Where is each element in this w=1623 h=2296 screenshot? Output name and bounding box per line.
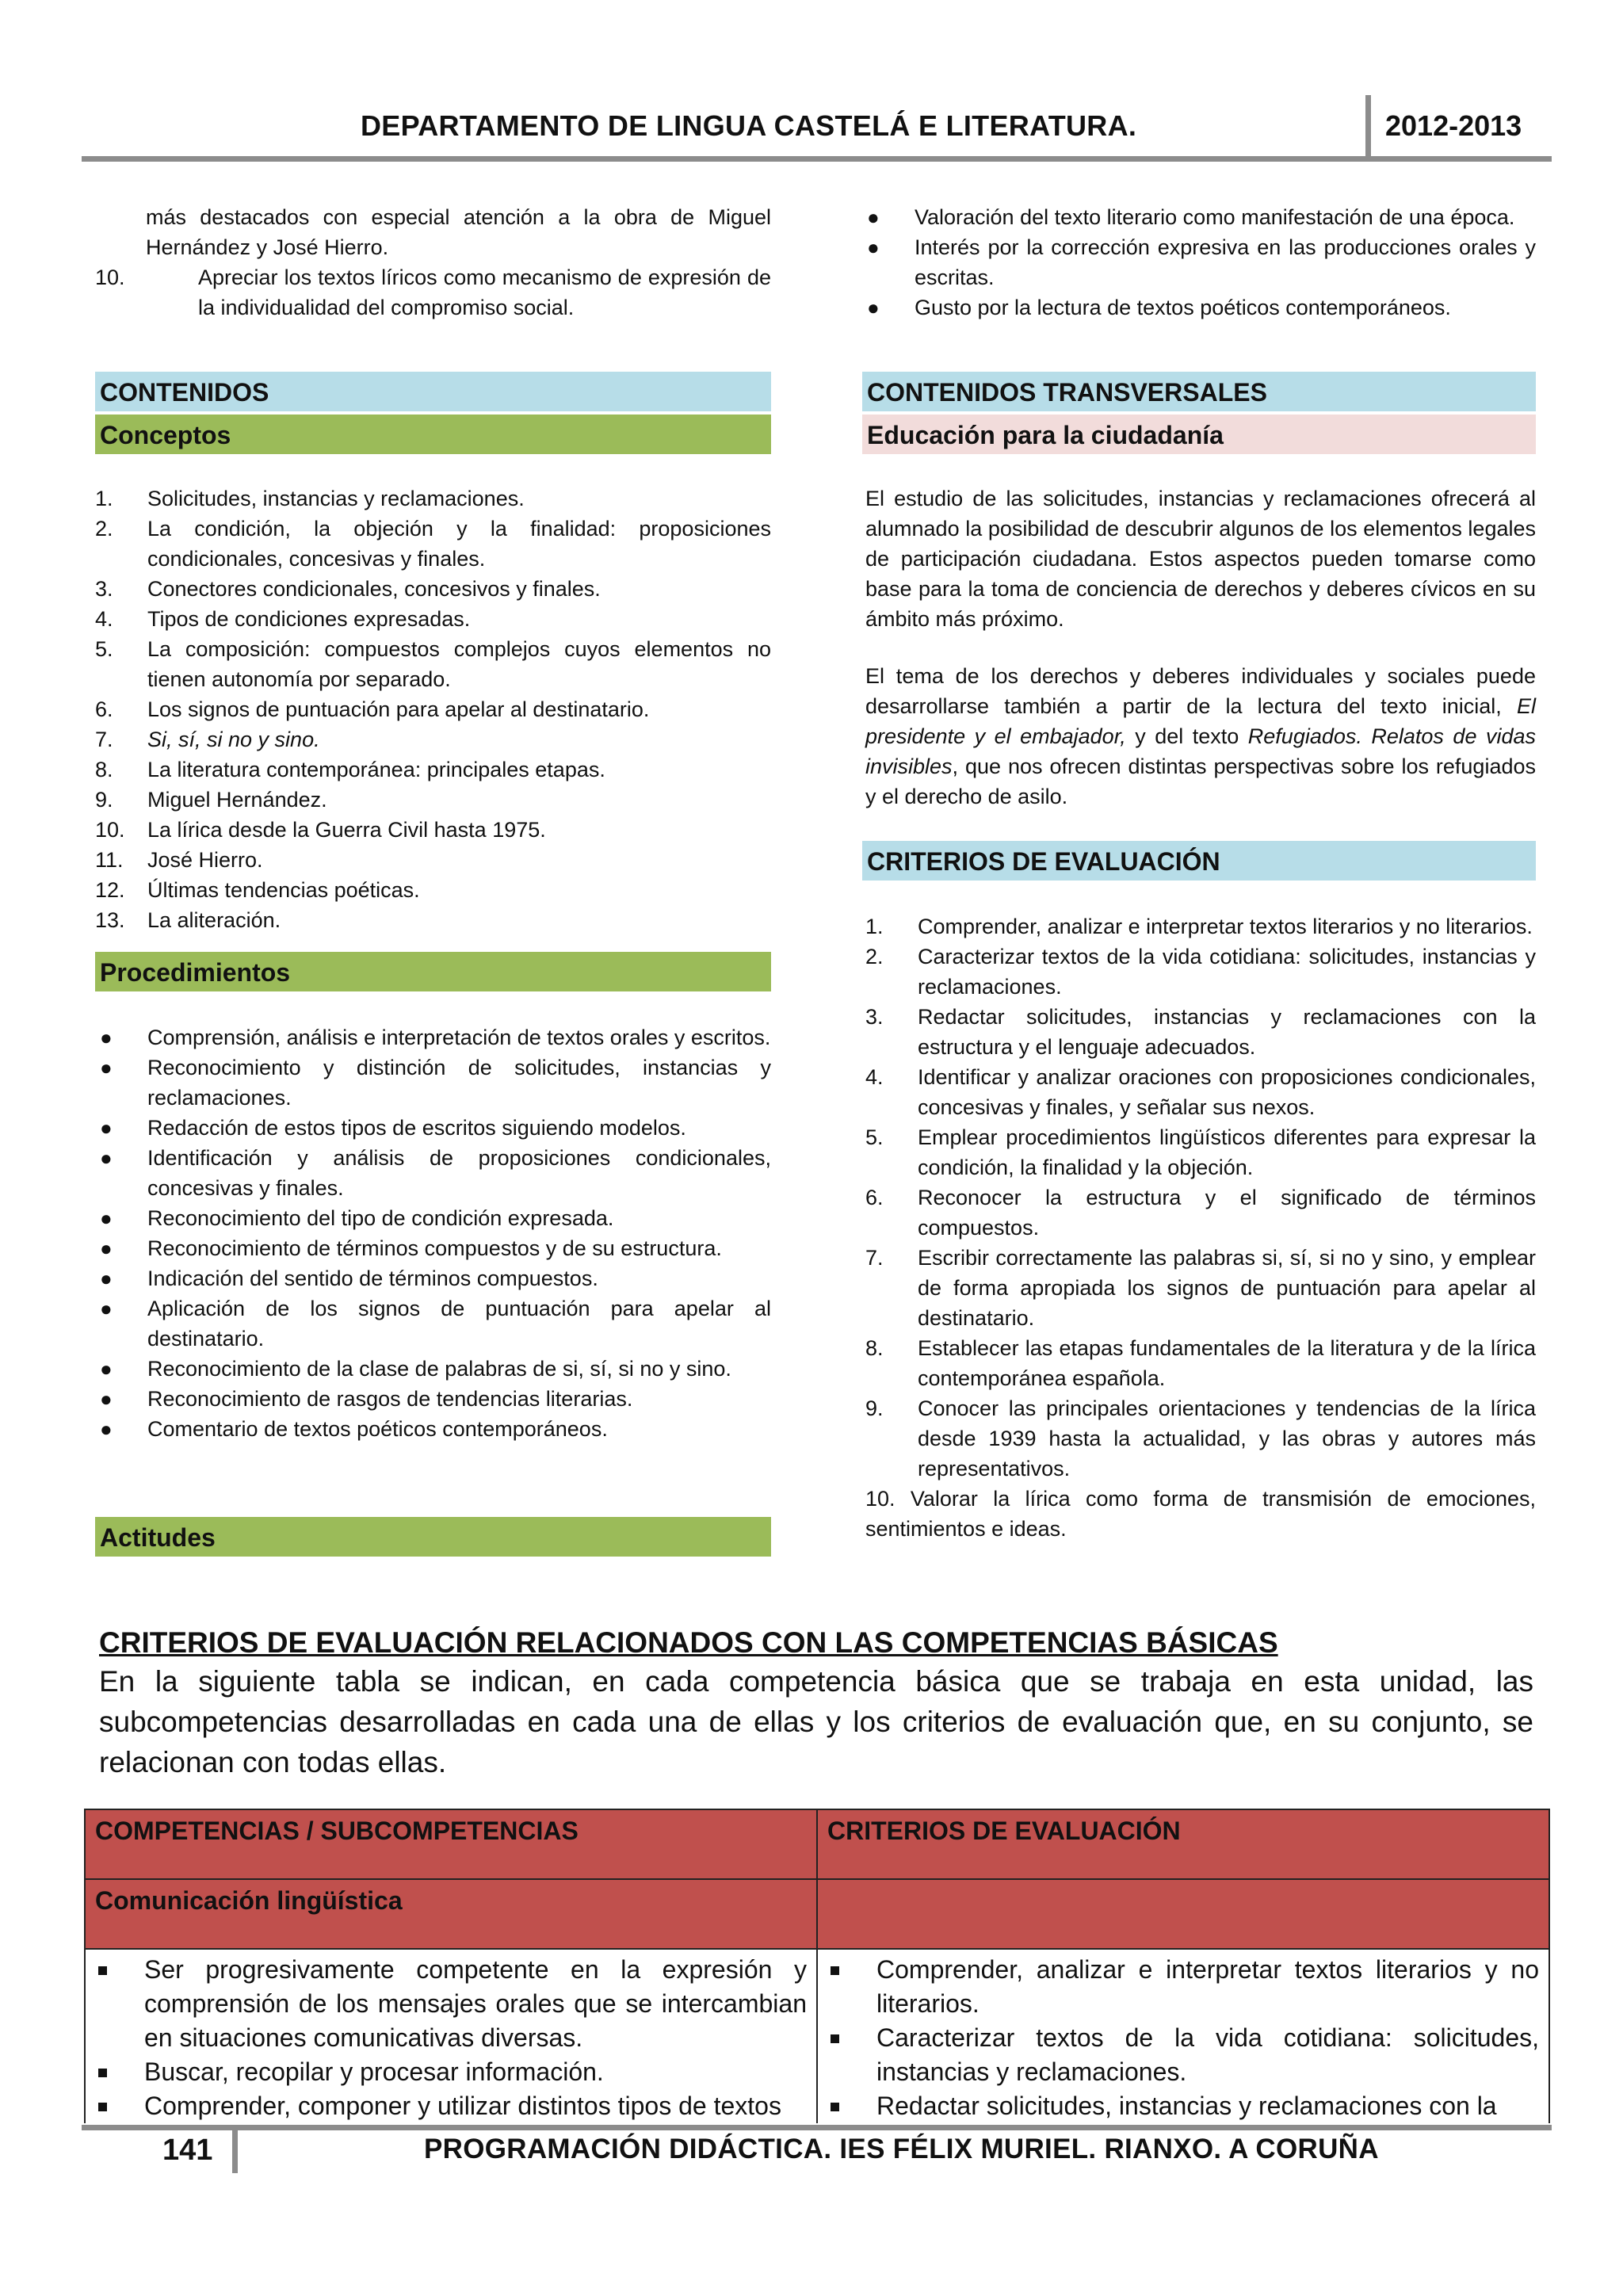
procedimientos-list — [95, 1022, 771, 1444]
list-item: Ser progresivamente competente en la expresión y comprensión de los mensajes orales que se intercambian en situaciones comunicativas diversas. — [95, 1953, 807, 2055]
concepto-item: 4. Tipos de condiciones expresadas. — [95, 607, 471, 631]
criterio-item: 4. Identificar y analizar oraciones con proposiciones condicionales, concesivas y finales, y señalar sus nexos. — [865, 1065, 1536, 1119]
header-rule — [82, 156, 1552, 162]
procedimiento-item: ● Comentario de textos poéticos contemporáneos. — [100, 1417, 608, 1441]
left-column — [95, 202, 771, 323]
concepto-item: 11. José Hierro. — [95, 848, 263, 872]
actitud-item: ● Valoración del texto literario como manifestación de una época. — [867, 205, 1515, 229]
subcompetencias-cell — [85, 1949, 817, 2123]
criterios-list — [865, 911, 1536, 1484]
criterio-item: 3. Redactar solicitudes, instancias y reclamaciones con la estructura y el lenguaje adecuados. — [865, 1005, 1536, 1059]
procedimiento-item: ● Reconocimiento de rasgos de tendencias literarias. — [100, 1387, 633, 1411]
criterio-item-10: 10. Valorar la lírica como forma de transmisión de emociones, sentimientos e ideas. — [865, 1487, 1536, 1541]
procedimiento-item: ● Reconocimiento de términos compuestos y de su estructura. — [100, 1236, 722, 1260]
square-bullet-icon — [831, 1966, 839, 1975]
concepto-item: 10. La lírica desde la Guerra Civil hasta 1975. — [95, 818, 546, 842]
criterios-column — [865, 911, 1536, 1544]
actitudes-heading: Actitudes — [95, 1517, 771, 1557]
criterios-heading: CRITERIOS DE EVALUACIÓN — [862, 841, 1536, 881]
concepto-item: 2. La condición, la objeción y la finalidad: proposiciones condicionales, concesivas y finales. — [95, 517, 771, 571]
subcompetencias-list — [95, 1953, 807, 2123]
concepto-item: 6. Los signos de puntuación para apelar al destinatario. — [95, 697, 650, 721]
header-year: 2012-2013 — [1385, 109, 1522, 142]
conceptos-column — [95, 483, 771, 935]
list-item: Comprender, componer y utilizar distintos tipos de textos — [95, 2089, 807, 2123]
concepto-item: 13. La aliteración. — [95, 908, 281, 932]
objective-item: más destacados con especial atención a la obra de Miguel Hernández y José Hierro. — [146, 205, 771, 259]
concepto-item: 12. Últimas tendencias poéticas. — [95, 878, 420, 902]
ciudadania-paragraph-2: El tema de los derechos y deberes individuales y sociales puede desarrollarse también a partir de la lectura del texto inicial, El presidente y el embajador, y del texto Refugiados. Relatos de vidas invisibles, que nos ofrecen distintas perspectivas sobre los refugiados y el derecho de asilo. — [865, 664, 1536, 808]
footer-divider — [232, 2127, 238, 2173]
criterio-item: 9. Conocer las principales orientaciones y tendencias de la lírica desde 1939 hasta la actualidad, y las obras y autores más representativos. — [865, 1396, 1536, 1480]
procedimiento-item: ● Reconocimiento del tipo de condición expresada. — [100, 1206, 614, 1230]
conceptos-heading: Conceptos — [95, 415, 771, 454]
procedimiento-item: ● Comprensión, análisis e interpretación de textos orales y escritos. — [100, 1026, 771, 1049]
concepto-item: 3. Conectores condicionales, concesivos y finales. — [95, 577, 601, 601]
ciudadania-paragraph-1: El estudio de las solicitudes, instancias y reclamaciones ofrecerá al alumnado la posibilidad de descubrir algunos de los elementos legales de participación ciudadana. Estos aspectos pueden tomarse como base para la toma de conciencia de derechos y deberes cívicos en su ámbito más próximo. — [865, 487, 1536, 631]
criterio-item: 5. Emplear procedimientos lingüísticos diferentes para expresar la condición, la finalidad y la objeción. — [865, 1125, 1536, 1179]
contenidos-heading: CONTENIDOS — [95, 372, 771, 411]
procedimiento-item: ● Reconocimiento y distinción de solicitudes, instancias y reclamaciones. — [100, 1056, 771, 1110]
table-header-row — [85, 1809, 1549, 1879]
ciudadania-heading: Educación para la ciudadanía — [862, 415, 1536, 454]
square-bullet-icon — [98, 2069, 107, 2077]
actitud-item: ● Interés por la corrección expresiva en las producciones orales y escritas. — [867, 235, 1536, 289]
criterio-item: 8. Establecer las etapas fundamentales de la literatura y de la lírica contemporánea española. — [865, 1336, 1536, 1390]
square-bullet-icon — [831, 2034, 839, 2043]
competencias-title: CRITERIOS DE EVALUACIÓN RELACIONADOS CON LAS COMPETENCIAS BÁSICAS — [99, 1626, 1278, 1659]
footer-text: PROGRAMACIÓN DIDÁCTICA. IES FÉLIX MURIEL. RIANXO. A CORUÑA — [424, 2134, 1379, 2164]
list-item: Buscar, recopilar y procesar información. — [95, 2055, 807, 2089]
competencias-table — [84, 1809, 1550, 2123]
list-item: Redactar solicitudes, instancias y reclamaciones con la — [827, 2089, 1539, 2123]
criterio-item: 6. Reconocer la estructura y el significado de términos compuestos. — [865, 1186, 1536, 1240]
competencias-intro: En la siguiente tabla se indican, en cada competencia básica que se trabaja en esta unidad, las subcompetencias desarrolladas en cada una de ellas y los criterios de evaluación que, en su conjunto, se relacionan con todas ellas. — [99, 1665, 1533, 1778]
square-bullet-icon — [98, 2103, 107, 2111]
actitudes-list — [862, 202, 1536, 323]
footer-rule — [82, 2125, 1552, 2130]
procedimiento-item: ● Identificación y análisis de proposiciones condicionales, concesivas y finales. — [100, 1146, 771, 1200]
procedimiento-item: ● Indicación del sentido de términos compuestos. — [100, 1266, 598, 1290]
criterio-item: 1. Comprender, analizar e interpretar textos literarios y no literarios. — [865, 915, 1533, 938]
actitudes-column — [862, 202, 1536, 323]
actitud-item: ● Gusto por la lectura de textos poéticos contemporáneos. — [867, 296, 1451, 319]
procedimientos-heading: Procedimientos — [95, 952, 771, 991]
concepto-item: 8. La literatura contemporánea: principales etapas. — [95, 758, 605, 781]
square-bullet-icon — [831, 2103, 839, 2111]
objective-item: 10. Apreciar los textos líricos como mecanismo de expresión de la individualidad del compromiso social. — [95, 266, 771, 319]
objectives-list — [95, 202, 771, 323]
page-number: 141 — [162, 2134, 213, 2167]
procedimiento-item: ● Redacción de estos tipos de escritos siguiendo modelos. — [100, 1116, 686, 1140]
group-empty-cell — [817, 1879, 1549, 1949]
criterios-cell-list — [827, 1953, 1539, 2123]
table-header-competencias: COMPETENCIAS / SUBCOMPETENCIAS — [85, 1809, 817, 1879]
concepto-item: 9. Miguel Hernández. — [95, 788, 327, 812]
procedimiento-item: ● Aplicación de los signos de puntuación para apelar al destinatario. — [100, 1297, 771, 1350]
table-header-criterios: CRITERIOS DE EVALUACIÓN — [817, 1809, 1549, 1879]
conceptos-list — [95, 483, 771, 935]
concepto-item: 5. La composición: compuestos complejos cuyos elementos no tienen autonomía por separado. — [95, 637, 771, 691]
concepto-item: 1. Solicitudes, instancias y reclamaciones. — [95, 487, 525, 510]
header-divider — [1365, 95, 1371, 160]
criterio-item: 7. Escribir correctamente las palabras si, sí, si no y sino, y emplear de forma apropiada los signos de puntuación para apelar al destinatario. — [865, 1246, 1536, 1330]
transversales-heading: CONTENIDOS TRANSVERSALES — [862, 372, 1536, 411]
criterio-item: 2. Caracterizar textos de la vida cotidiana: solicitudes, instancias y reclamaciones. — [865, 945, 1536, 999]
group-label-cell: Comunicación lingüística — [85, 1879, 817, 1949]
list-item: Caracterizar textos de la vida cotidiana: solicitudes, instancias y reclamaciones. — [827, 2021, 1539, 2089]
procedimiento-item: ● Reconocimiento de la clase de palabras de si, sí, si no y sino. — [100, 1357, 731, 1381]
procedimientos-column — [95, 1022, 771, 1444]
square-bullet-icon — [98, 1966, 107, 1975]
ciudadania-text — [865, 483, 1536, 812]
table-row — [85, 1949, 1549, 2123]
criterios-cell — [817, 1949, 1549, 2123]
list-item: Comprender, analizar e interpretar textos literarios y no literarios. — [827, 1953, 1539, 2021]
header-title: DEPARTAMENTO DE LINGUA CASTELÁ E LITERATURA. — [361, 109, 1137, 142]
concepto-item: 7. Si, sí, si no y sino. — [95, 728, 320, 751]
table-group-row — [85, 1879, 1549, 1949]
